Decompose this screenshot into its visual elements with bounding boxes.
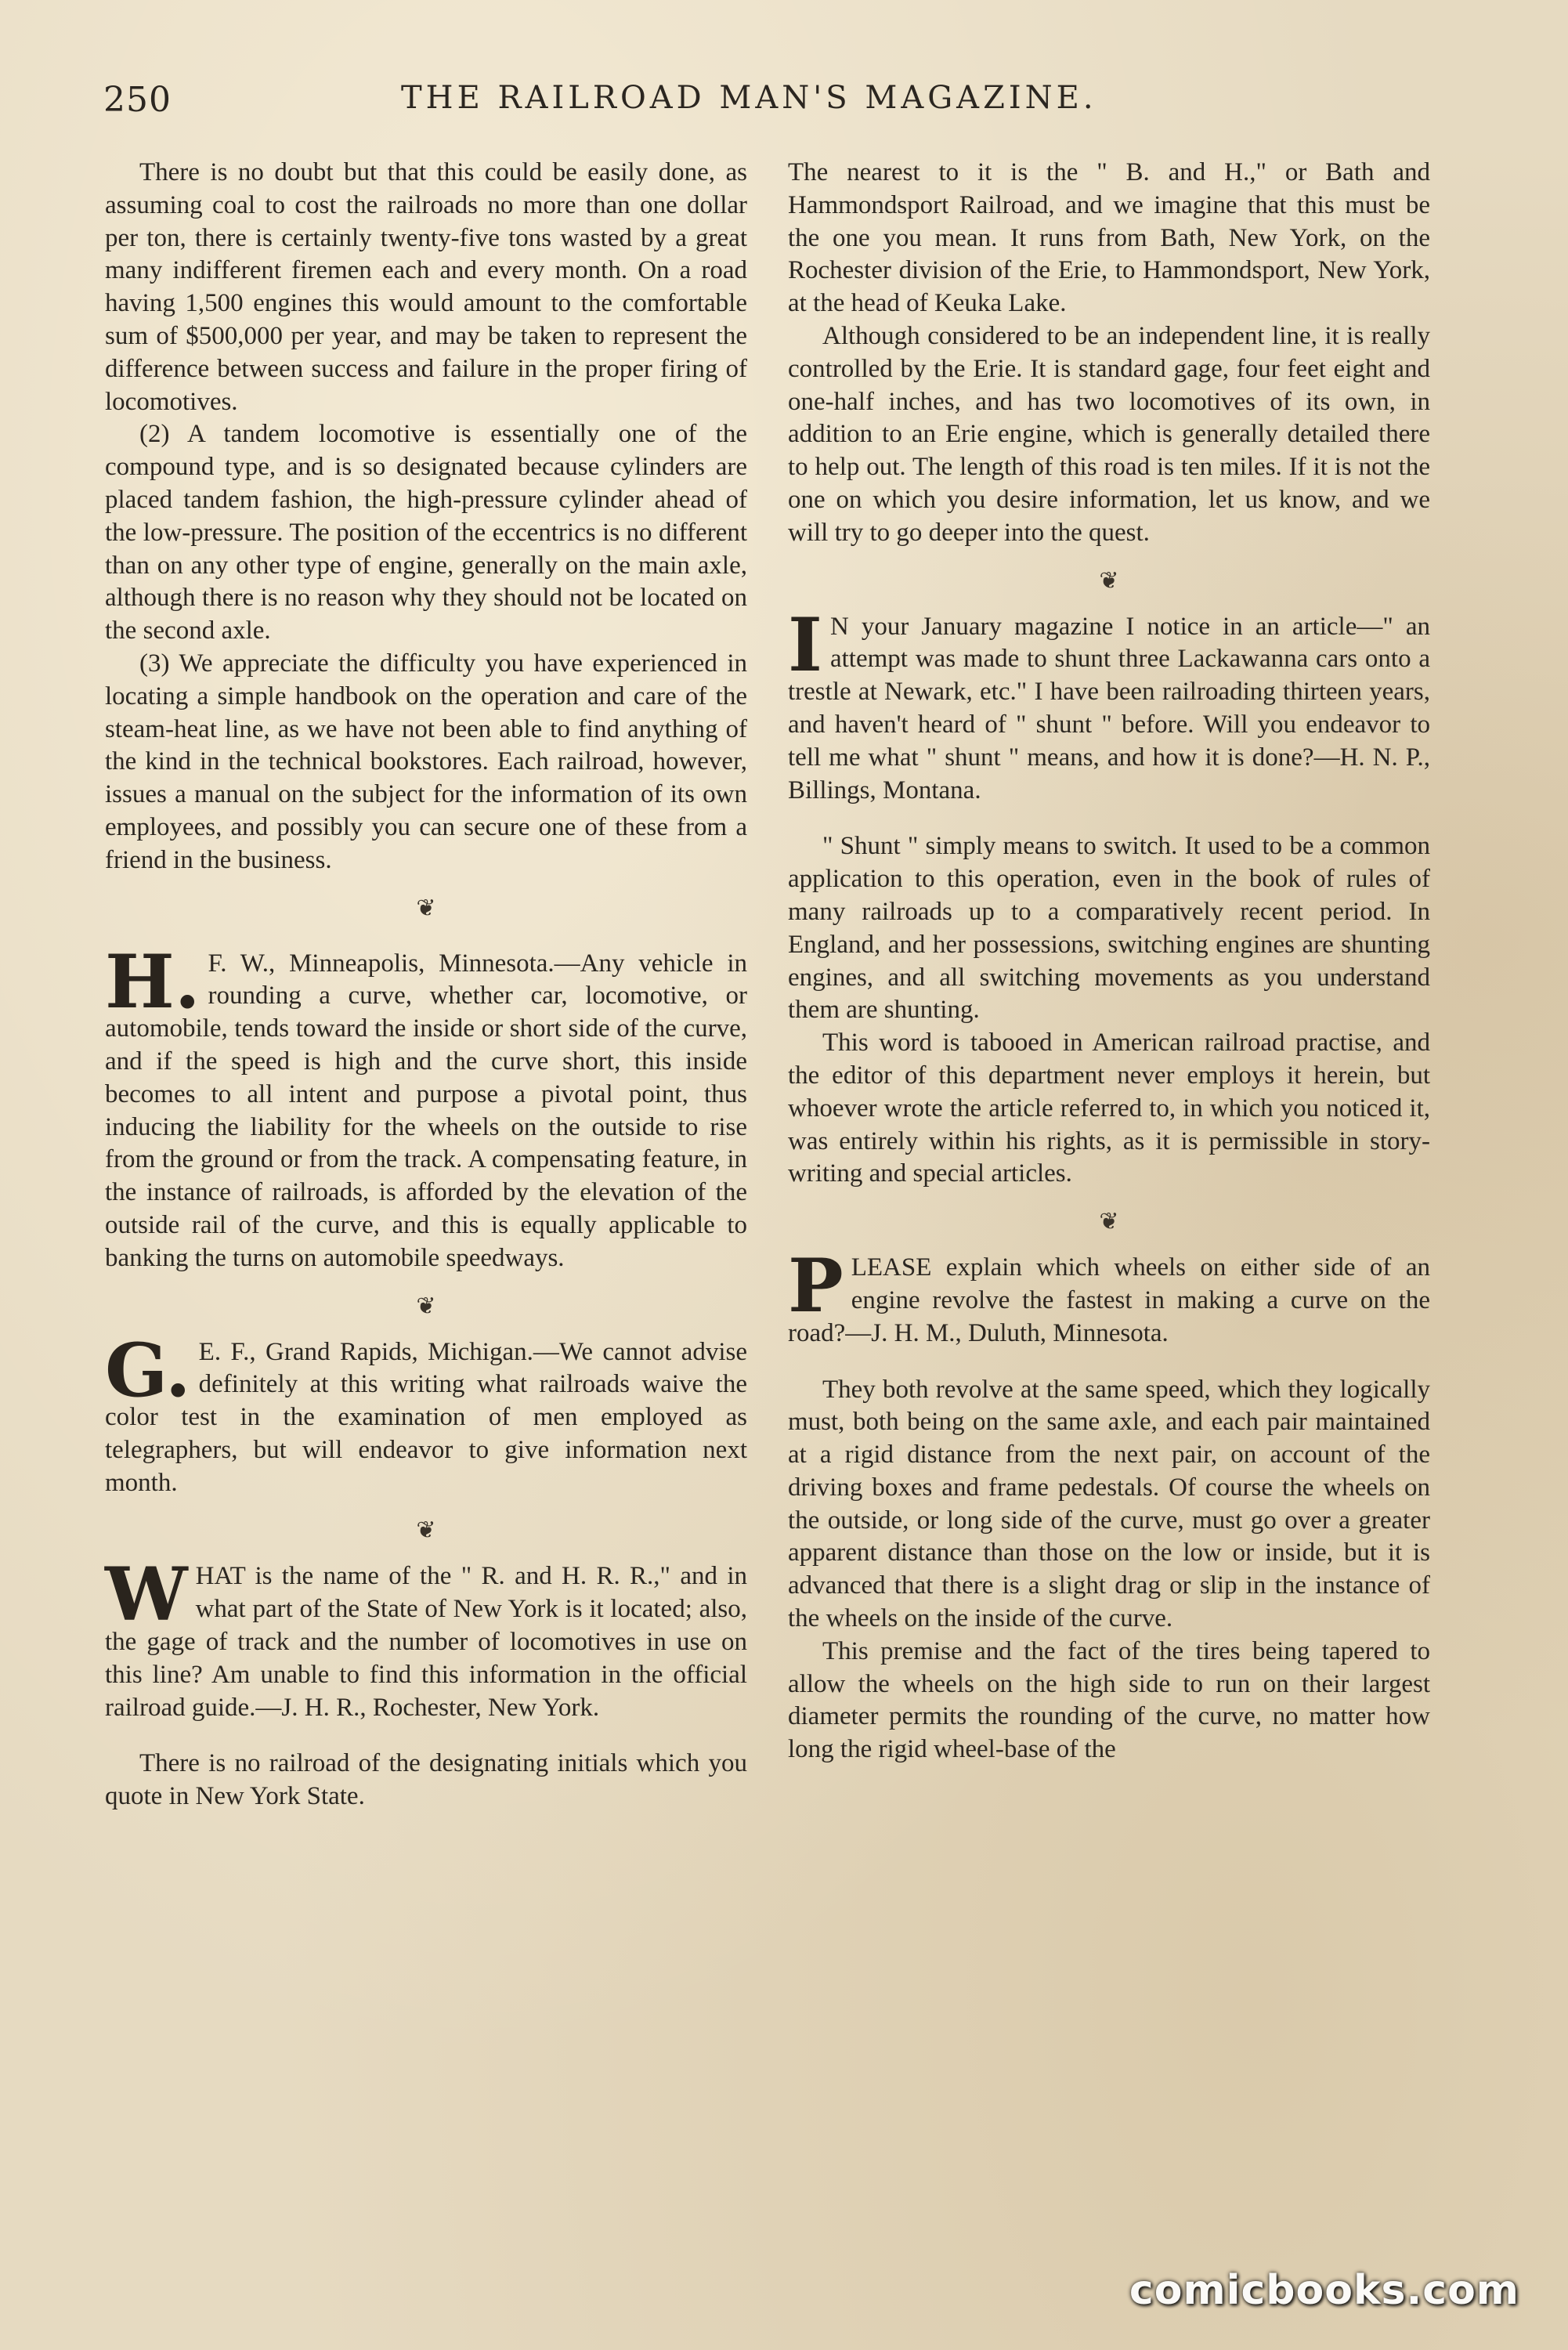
page-title: THE RAILROAD MAN'S MAGAZINE. xyxy=(401,80,1097,116)
ornament-icon: ❦ xyxy=(1099,1209,1119,1235)
drop-cap: P xyxy=(788,1243,844,1330)
question-paragraph xyxy=(105,1552,747,1724)
ornament-icon: ❦ xyxy=(416,1517,436,1544)
paragraph: (3) We appreciate the difficulty you have experienced in locating a simple handbook on the operation and care of the steam-heat line, as we have not been able to find anything of the kind in the technical bookstores. Each railroad, however, issues a manual on the subject for the information of its own employees, and possibly you can secure one of these from a friend in the business. xyxy=(105,649,747,874)
question-paragraph xyxy=(105,938,747,1275)
paragraph: There is no doubt but that this could be easily done, as assuming coal to cost the railroads no more than one dollar per ton, there is certainly twenty-five tons wasted by a great many indifferent firemen each and every month. On a road having 1,500 engines this would amount to the comfortable sum of $500,000 per year, and may be taken to represent the difference between success and failure in the proper firing of locomotives. xyxy=(105,158,747,416)
ornament-icon: ❦ xyxy=(1099,567,1119,594)
drop-cap: W xyxy=(105,1552,188,1639)
question-text: HAT is the name of the " R. and H. R. R.," and in what part of the State of New York is it located; also, the gage of track and the number of locomotives in use on this line? Am unable to find this information in the official railroad guide.—J. H. R., Rochester, New York. xyxy=(105,1562,747,1722)
answer-paragraph: This word is tabooed in American railroad practise, and the editor of this department never employs it herein, but whoever wrote the article referred to, in which you noticed it, was entirely within his rights, as it is permissible in story-writing and special articles. xyxy=(788,1029,1430,1188)
answer-paragraph: There is no railroad of the designating initials which you quote in New York State. xyxy=(105,1749,747,1811)
running-header xyxy=(103,80,1435,127)
question-paragraph xyxy=(788,602,1430,808)
drop-cap: I xyxy=(788,602,822,689)
question-paragraph xyxy=(105,1327,747,1500)
question-text: N your January magazine I notice in an article—" an attempt was made to shunt three Lackawanna cars onto a trestle at Newark, etc." I have been railroading thirteen years, and haven't heard of " shunt " before. Will you endeavor to tell me what " shunt " means, and how it is done?—H. N. P., Billings, Montana. xyxy=(788,612,1430,804)
answer-paragraph: Although considered to be an independent line, it is really controlled by the Erie. It is standard gage, four feet eight and one-half inches, and has two locomotives of its own, in addition to an Erie engine, which is generally detailed there to help out. The length of this road is ten miles. If it is not the one on which you desire information, let us know, and we will try to go deeper into the quest. xyxy=(788,321,1430,547)
question-text: E. F., Grand Rapids, Michigan.—We cannot advise definitely at this writing what railroads waive the color test in the examination of men employed as telegraphers, but will endeavor to give information next month. xyxy=(105,1337,747,1497)
ornament-icon: ❦ xyxy=(416,1292,436,1319)
answer-paragraph: This premise and the fact of the tires being tapered to allow the wheels on the high side to run on their largest diameter permits the rounding of the curve, no matter how long the rigid wheel-base of the xyxy=(788,1636,1430,1764)
ornament-icon: ❦ xyxy=(416,895,436,921)
watermark-logo: comicbooks.com xyxy=(1129,2267,1519,2314)
right-column xyxy=(788,157,1430,2209)
paragraph: (2) A tandem locomotive is essentially one of the compound type, and is so designated because cylinders are placed tandem fashion, the high-pressure cylinder ahead of the low-pressure. The position of the eccentrics is no different than on any other type of engine, generally on the main axle, although there is no reason why they should not be located on the second axle. xyxy=(105,420,747,645)
left-column xyxy=(105,157,747,2209)
answer-paragraph: " Shunt " simply means to switch. It used to be a common application to this operation, even in the book of rules of many railroads up to a comparatively recent period. In England, and her possessions, switching engines are shunting engines, and all switching movements as you understand them are shunting. xyxy=(788,832,1430,1025)
drop-cap: G. xyxy=(105,1327,191,1414)
drop-cap: H. xyxy=(105,938,201,1025)
question-paragraph xyxy=(788,1243,1430,1350)
answer-paragraph: The nearest to it is the " B. and H.," or Bath and Hammondsport Railroad, and we imagine that this must be the one you mean. It runs from Bath, New York, on the Rochester division of the Erie, to Hammondsport, New York, at the head of Keuka Lake. xyxy=(788,158,1430,318)
question-text: LEASE explain which wheels on either side of an engine revolve the fastest in making a curve on the road?—J. H. M., Duluth, Minnesota. xyxy=(788,1253,1430,1347)
answer-paragraph: They both revolve at the same speed, which they logically must, both being on the same axle, and each pair maintained at a rigid distance from the next pair, on account of the driving boxes and frame pedestals. Of course the wheels on the outside, or long side of the curve, must go over a greater apparent distance than those on the low or inside, but it is advanced that there is a slight drag or slip in the instance of the wheels on the inside of the curve. xyxy=(788,1375,1430,1633)
page-number: 250 xyxy=(103,80,172,120)
question-text: F. W., Minneapolis, Minnesota.—Any vehicle in rounding a curve, whether car, locomotive, or automobile, tends toward the inside or short side of the curve, and if the speed is high and the curve short, this inside becomes to all intent and purpose a pivotal point, thus inducing the liability for the wheels on the outside to rise from the ground or from the track. A compensating feature, in the instance of railroads, is afforded by the elevation of the outside rail of the curve, and this is equally applicable to banking the turns on automobile speedways. xyxy=(105,949,747,1272)
